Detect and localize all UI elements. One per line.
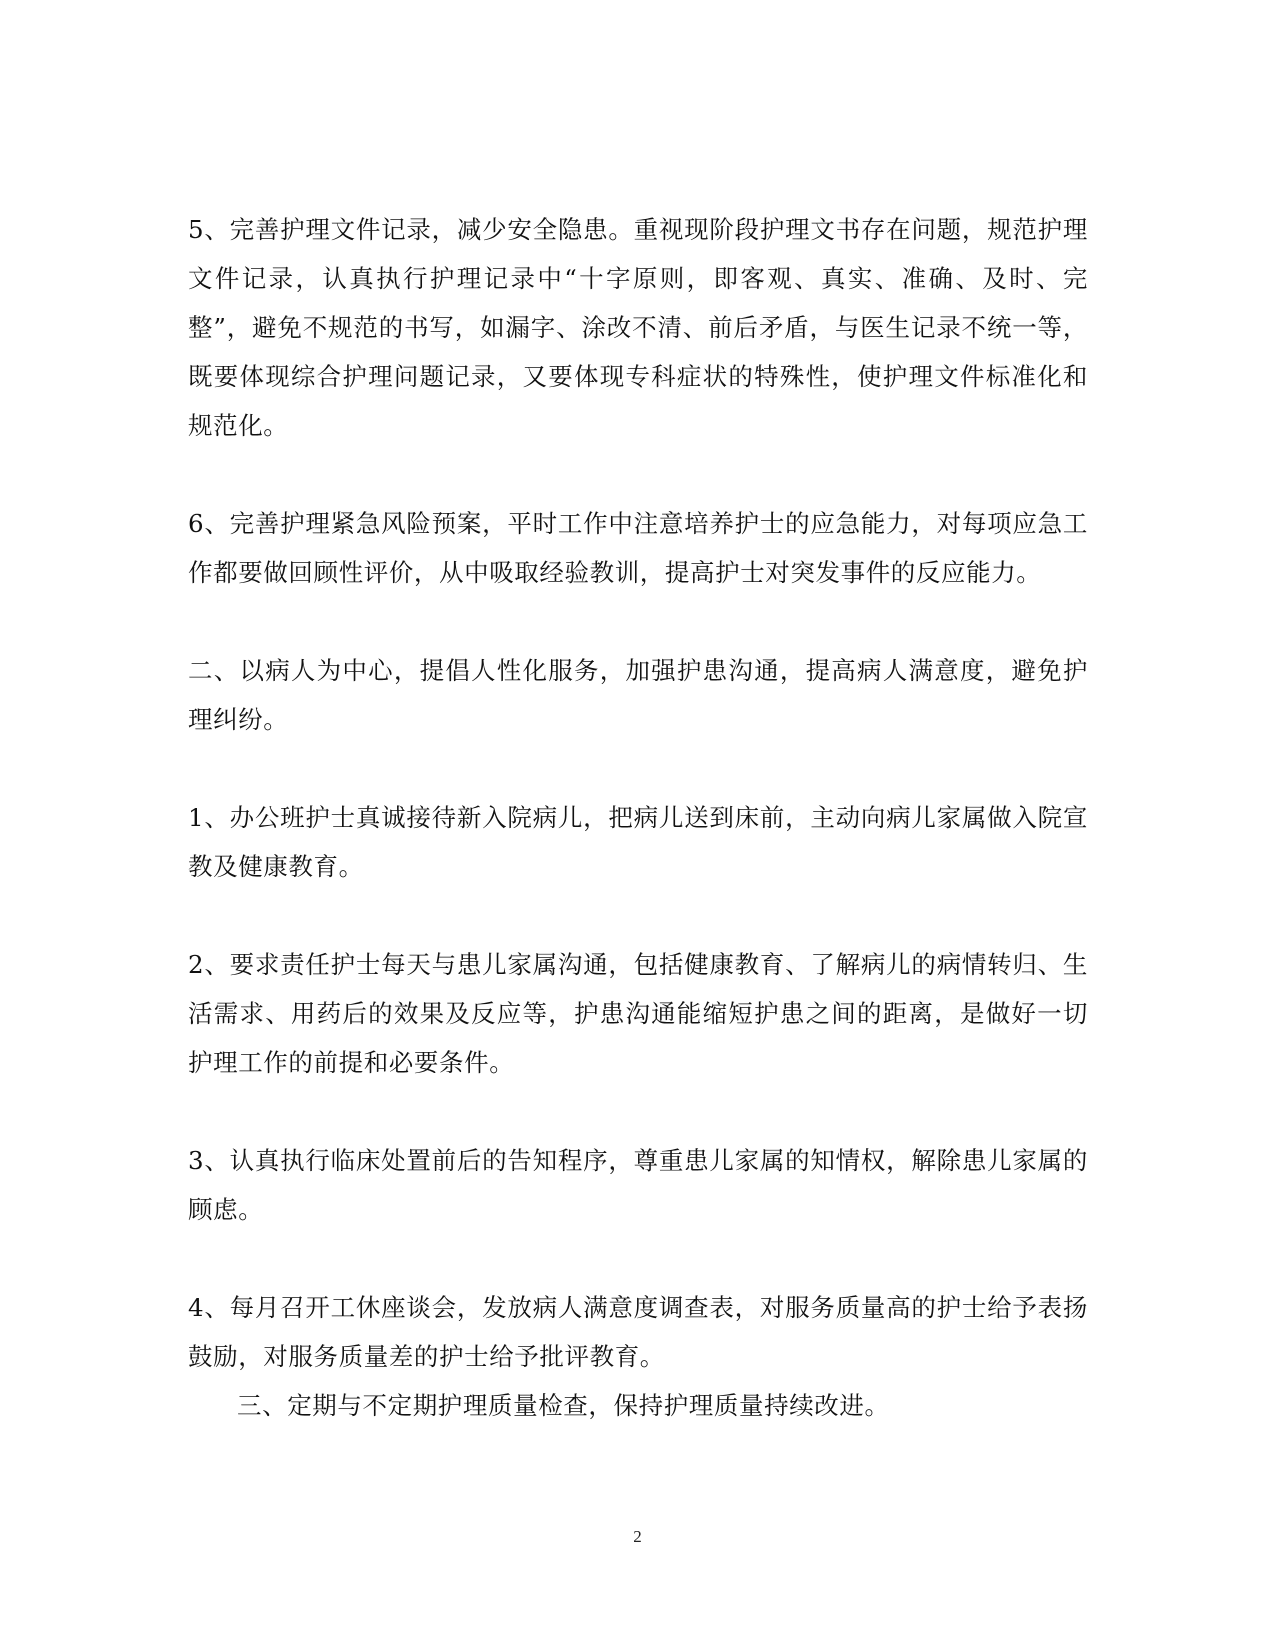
paragraph-3-informed-consent: 3、认真执行临床处置前后的告知程序，尊重患儿家属的知情权，解除患儿家属的顾虑。	[188, 1146, 1088, 1224]
document-body	[188, 205, 1088, 1430]
page-number: 2	[633, 1527, 642, 1546]
paragraph-2-family-communication: 2、要求责任护士每天与患儿家属沟通，包括健康教育、了解病儿的病情转归、生活需求、用药后的效果及反应等，护患沟通能缩短护患之间的距离，是做好一切护理工作的前提和必要条件。	[188, 950, 1088, 1077]
paragraph-1-admission-reception: 1、办公班护士真诚接待新入院病儿，把病儿送到床前，主动向病儿家属做入院宣教及健康教育。	[188, 803, 1088, 881]
paragraph-5-nursing-records: 5、完善护理文件记录，减少安全隐患。重视现阶段护理文书存在问题，规范护理文件记录，认真执行护理记录中“十字原则，即客观、真实、准确、及时、完整”，避免不规范的书写，如漏字、涂改不清、前后矛盾，与医生记录不统一等，既要体现综合护理问题记录，又要体现专科症状的特殊性，使护理文件标准化和规范化。	[188, 215, 1088, 440]
section-heading-3-quality-inspection: 三、定期与不定期护理质量检查，保持护理质量持续改进。	[237, 1391, 890, 1420]
section-heading-2-patient-centered: 二、以病人为中心，提倡人性化服务，加强护患沟通，提高病人满意度，避免护理纠纷。	[188, 656, 1088, 734]
paragraph-4-satisfaction-survey: 4、每月召开工休座谈会，发放病人满意度调查表，对服务质量高的护士给予表扬鼓励，对服务质量差的护士给予批评教育。	[188, 1293, 1088, 1371]
paragraph-6-emergency-plan: 6、完善护理紧急风险预案，平时工作中注意培养护士的应急能力，对每项应急工作都要做回顾性评价，从中吸取经验教训，提高护士对突发事件的反应能力。	[188, 509, 1088, 587]
